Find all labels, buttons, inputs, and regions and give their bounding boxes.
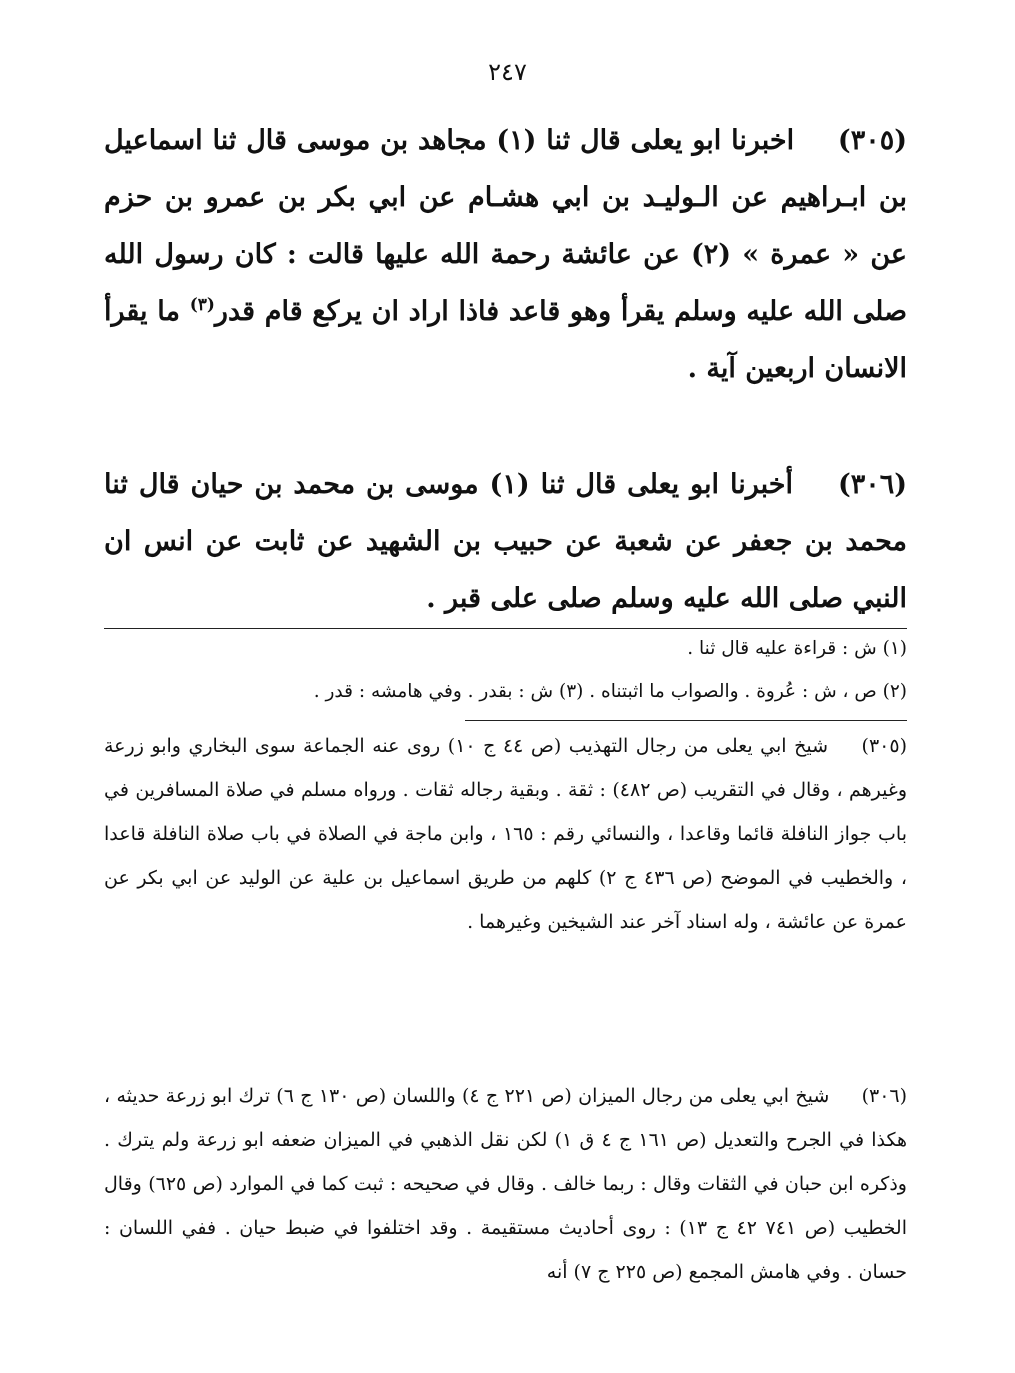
hadith-text: اخبرنا ابو يعلى قال ثنا (١) مجاهد بن موسى قال ثنا اسماعيل بن ابـراهيم عن الـوليـد بن ابي هشـام عن ابي بكر بن عمرو بن حزم عن « عمرة » (٢) عن عائشة رحمة الله عليها قالت : كان رسول الله صلى الله عليه وسلم يقرأ وهو قاعد فاذا اراد ان يركع قام قدر [104,125,908,327]
note-number: (٣٠٦) [861,1085,908,1107]
hadith-number: (٣٠٥) [837,125,907,156]
note-number: (٣٠٥) [861,735,907,757]
note-text: شيخ ابي يعلى من رجال التهذيب (ص ٤٤ ج ١٠) روى عنه الجماعة سوى البخاري وابو زرعة وغيرهم ، وقال في التقريب (ص ٤٨٢) : ثقة . وبقية رجاله ثقات . ورواه مسلم في صلاة المسافرين في باب جواز النافلة قائما وقاعدا ، والنسائي رقم : ١٦٥ ، وابن ماجة في الصلاة في باب صلاة النافلة قاعدا ، والخطيب في الموضح (ص ٤٣٦ ج ٢) كلهم من طريق اسماعيل بن علية عن الوليد عن ابي بكر عن عمرة عن عائشة ، وله اسناد آخر عند الشيخين وغيرهما . [104,735,907,933]
page-number: ٢٤٧ [488,58,527,86]
note-305 [104,724,907,944]
footnote-divider [104,628,907,629]
hadith-text-end: ما يقرأ الانسان اربعين آية . [104,296,907,384]
footnote-1: (١) ش : قراءة عليه قال ثنا . [687,638,907,659]
hadith-number: (٣٠٦) [837,469,908,500]
note-text: شيخ ابي يعلى من رجال الميزان (ص ٢٢١ ج ٤) واللسان (ص ١٣٠ ج ٦) ترك ابو زرعة حديثه ، هكذا في الجرح والتعديل (ص ١٦١ ج ٤ ق ١) لكن نقل الذهبي في الميزان ضعفه ابو زرعة ولم يترك . وذكره ابن حبان في الثقات وقال : ربما خالف . وقال في صحيحه : ثبت كما في الموارد (ص ٦٢٥) وقال الخطيب (ص ٧٤١ ٤٢ ج ١٣) : روى أحاديث مستقيمة . وقد اختلفوا في ضبط حيان . ففي اللسان : حسان . وفي هامش المجمع (ص ٢٢٥ ج ٧) أنه [104,1085,908,1283]
footnote-2-3: (٢) ص ، ش : عُروة . والصواب ما اثبتناه . (٣) ش : بقدر . وفي هامشه : قدر . [313,681,907,702]
hadith-305 [104,112,907,397]
note-306 [104,1074,907,1294]
footnote-marker: (٣) [189,295,215,315]
hadith-306 [104,456,907,627]
hadith-text: أخبرنا ابو يعلى قال ثنا (١) موسى بن محمد بن حيان قال ثنا محمد بن جعفر عن شعبة عن حبيب بن الشهيد عن ثابت عن انس ان النبي صلى الله عليه وسلم صلى على قبر . [104,469,907,614]
notes-divider [465,720,907,721]
